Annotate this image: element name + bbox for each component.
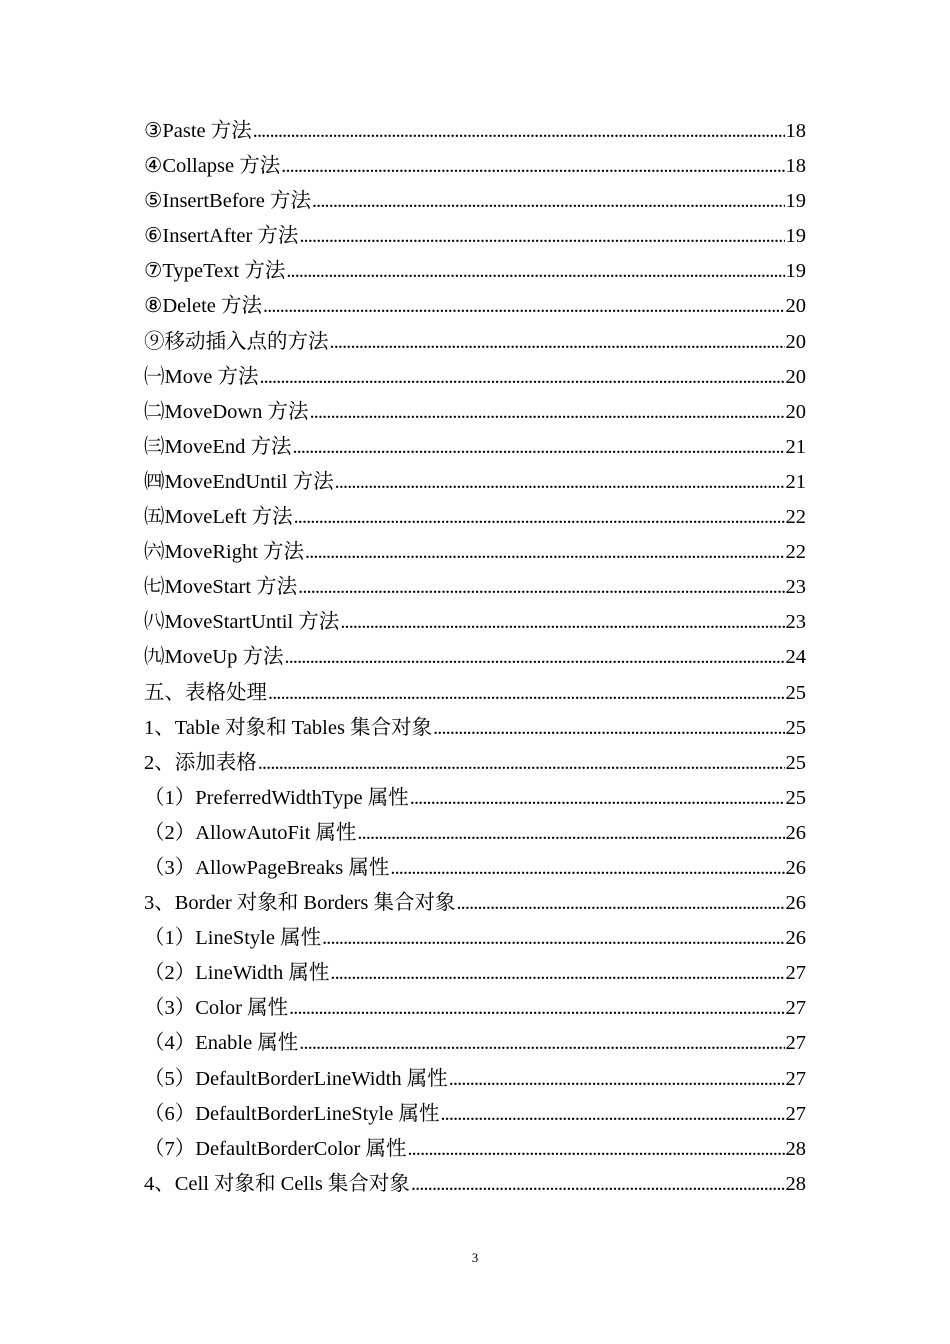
toc-entry-title: ㈠Move 方法	[144, 365, 259, 388]
dot-leader	[259, 360, 784, 395]
toc-entry[interactable]	[144, 781, 806, 816]
toc-entry-page-number: 25	[785, 751, 806, 774]
toc-entry-page-number: 26	[785, 856, 806, 879]
dot-leader	[305, 535, 784, 570]
dot-leader	[410, 781, 785, 816]
toc-entry-title: （5）DefaultBorderLineWidth 属性	[144, 1067, 448, 1090]
dot-leader	[298, 570, 784, 605]
dot-leader	[411, 1167, 785, 1202]
toc-entry[interactable]	[144, 605, 806, 640]
dot-leader	[390, 851, 784, 886]
toc-entry-page-number: 19	[785, 225, 806, 248]
dot-leader	[292, 430, 784, 465]
toc-entry[interactable]	[144, 816, 806, 851]
dot-leader	[407, 1132, 784, 1167]
toc-entry-page-number: 22	[785, 541, 806, 564]
toc-entry-page-number: 19	[785, 190, 806, 213]
toc-entry[interactable]	[144, 219, 806, 254]
dot-leader	[263, 289, 785, 324]
toc-entry-page-number: 28	[785, 1137, 806, 1160]
dot-leader	[357, 816, 784, 851]
dot-leader	[268, 676, 785, 711]
dot-leader	[258, 746, 785, 781]
toc-entry[interactable]	[144, 991, 806, 1026]
toc-entry[interactable]	[144, 570, 806, 605]
dot-leader	[285, 640, 785, 675]
dot-leader	[294, 500, 785, 535]
dot-leader	[286, 254, 784, 289]
toc-entry-title: ⑤InsertBefore 方法	[144, 190, 311, 213]
dot-leader	[312, 184, 785, 219]
toc-entry-title: ⑧Delete 方法	[144, 295, 262, 318]
toc-entry-title: ㈡MoveDown 方法	[144, 400, 309, 423]
toc-entry-title: ㈦MoveStart 方法	[144, 576, 298, 599]
toc-entry-page-number: 27	[785, 997, 806, 1020]
toc-entry-page-number: 26	[785, 927, 806, 950]
toc-entry[interactable]	[144, 465, 806, 500]
toc-entry[interactable]	[144, 184, 806, 219]
toc-entry-page-number: 26	[785, 892, 806, 915]
toc-entry-page-number: 27	[785, 1067, 806, 1090]
toc-entry-title: 4、Cell 对象和 Cells 集合对象	[144, 1172, 410, 1195]
toc-entry-title: ⑥InsertAfter 方法	[144, 225, 299, 248]
dot-leader	[433, 711, 784, 746]
toc-entry[interactable]	[144, 535, 806, 570]
toc-entry-title: ㈧MoveStartUntil 方法	[144, 611, 340, 634]
dot-leader	[322, 921, 784, 956]
toc-entry[interactable]	[144, 149, 806, 184]
toc-entry[interactable]	[144, 676, 806, 711]
dot-leader	[440, 1097, 784, 1132]
toc-entry-title: 1、Table 对象和 Tables 集合对象	[144, 716, 433, 739]
toc-entry-page-number: 28	[785, 1172, 806, 1195]
toc-entry-title: ③Paste 方法	[144, 120, 252, 142]
toc-entry[interactable]	[144, 886, 806, 921]
toc-entry-page-number: 20	[785, 400, 806, 423]
toc-entry-title: （4）Enable 属性	[144, 1032, 299, 1055]
toc-entry-title: 3、Border 对象和 Borders 集合对象	[144, 892, 456, 915]
toc-entry-title: ⑨移动插入点的方法	[144, 330, 329, 353]
toc-entry-page-number: 21	[785, 470, 806, 493]
toc-entry-page-number: 24	[785, 646, 806, 669]
toc-entry-title: （2）AllowAutoFit 属性	[144, 821, 357, 844]
toc-entry[interactable]	[144, 289, 806, 324]
toc-entry[interactable]	[144, 956, 806, 991]
toc-entry-title: （7）DefaultBorderColor 属性	[144, 1137, 407, 1160]
toc-entry-page-number: 20	[785, 330, 806, 353]
toc-entry-title: （2）LineWidth 属性	[144, 962, 330, 985]
toc-entry[interactable]	[144, 640, 806, 675]
toc-entry-title: ㈥MoveRight 方法	[144, 541, 305, 564]
toc-entry[interactable]	[144, 746, 806, 781]
toc-entry-title: ㈢MoveEnd 方法	[144, 435, 292, 458]
toc-entry-title: （3）Color 属性	[144, 997, 289, 1020]
dot-leader	[281, 149, 784, 184]
toc-entry-page-number: 18	[785, 155, 806, 178]
toc-entry[interactable]	[144, 1097, 806, 1132]
toc-entry[interactable]	[144, 360, 806, 395]
dot-leader	[299, 219, 784, 254]
toc-entry-title: 五、表格处理	[144, 681, 267, 704]
toc-entry[interactable]	[144, 325, 806, 360]
toc-entry[interactable]	[144, 254, 806, 289]
toc-entry-title: （1）LineStyle 属性	[144, 927, 322, 950]
toc-entry[interactable]	[144, 1132, 806, 1167]
toc-entry[interactable]	[144, 114, 806, 149]
toc-entry-page-number: 26	[785, 821, 806, 844]
toc-entry-title: ㈣MoveEndUntil 方法	[144, 470, 334, 493]
toc-entry-page-number: 25	[785, 716, 806, 739]
toc-entry-page-number: 27	[785, 1102, 806, 1125]
toc-entry-title: （6）DefaultBorderLineStyle 属性	[144, 1102, 440, 1125]
toc-entry-page-number: 25	[785, 681, 806, 704]
toc-entry[interactable]	[144, 921, 806, 956]
toc-entry[interactable]	[144, 1167, 806, 1202]
toc-entry[interactable]	[144, 500, 806, 535]
dot-leader	[330, 325, 785, 360]
toc-entry[interactable]	[144, 1026, 806, 1061]
toc-entry-title: ④Collapse 方法	[144, 155, 281, 178]
toc-entry[interactable]	[144, 851, 806, 886]
toc-entry[interactable]	[144, 430, 806, 465]
toc-entry-page-number: 23	[785, 611, 806, 634]
dot-leader	[289, 991, 784, 1026]
dot-leader	[449, 1062, 785, 1097]
toc-entry-title: （3）AllowPageBreaks 属性	[144, 856, 390, 879]
toc-entry-page-number: 20	[785, 295, 806, 318]
toc-entry-page-number: 21	[785, 435, 806, 458]
toc-entry-title: ㈤MoveLeft 方法	[144, 506, 293, 529]
toc-entry-page-number: 25	[785, 786, 806, 809]
toc-entry-page-number: 22	[785, 506, 806, 529]
toc-entry-title: （1）PreferredWidthType 属性	[144, 786, 409, 809]
dot-leader	[330, 956, 784, 991]
dot-leader	[335, 465, 785, 500]
dot-leader	[299, 1026, 784, 1061]
toc-entry-title: 2、添加表格	[144, 751, 257, 774]
toc-entry-page-number: 18	[785, 120, 806, 142]
toc-entry-page-number: 20	[785, 365, 806, 388]
toc-entry-title: ㈨MoveUp 方法	[144, 646, 284, 669]
toc-entry-page-number: 23	[785, 576, 806, 599]
dot-leader	[340, 605, 784, 640]
dot-leader	[456, 886, 784, 921]
page-number: 3	[471, 1250, 479, 1265]
toc-entry[interactable]	[144, 1062, 806, 1097]
toc-entry[interactable]	[144, 711, 806, 746]
toc-entry[interactable]	[144, 395, 806, 430]
dot-leader	[253, 114, 785, 149]
dot-leader	[310, 395, 785, 430]
toc-entry-page-number: 27	[785, 962, 806, 985]
toc-entry-title: ⑦TypeText 方法	[144, 260, 286, 283]
table-of-contents	[144, 114, 806, 1202]
toc-entry-page-number: 27	[785, 1032, 806, 1055]
toc-entry-page-number: 19	[785, 260, 806, 283]
